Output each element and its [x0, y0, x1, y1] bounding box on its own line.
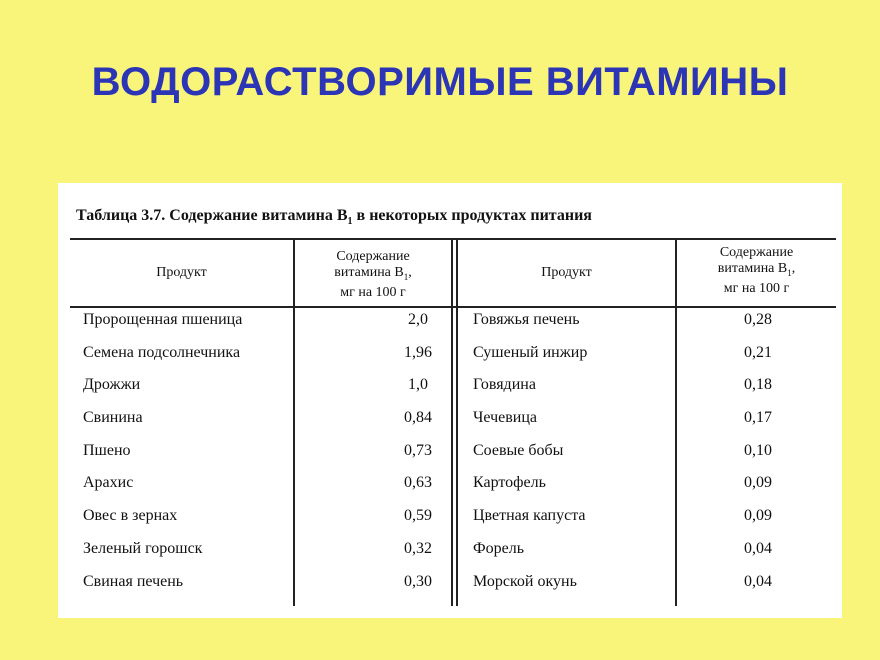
table-row — [58, 376, 842, 409]
table-row — [58, 573, 842, 606]
table-row — [58, 409, 842, 442]
product-cell: Свиная печень — [83, 572, 184, 590]
product-cell: Зеленый горошск — [83, 539, 203, 557]
value-cell: 0,84 — [404, 409, 432, 427]
table-row — [58, 507, 842, 540]
product-cell: Цветная капуста — [473, 507, 586, 525]
value-cell: 0,73 — [404, 441, 432, 459]
value-cell: 1,0 — [408, 376, 428, 394]
value-cell: 2,0 — [408, 311, 428, 328]
product-cell: Свинина — [83, 409, 143, 427]
caption-suffix: в некоторых продуктах питания — [352, 207, 592, 224]
value-cell: 0,04 — [744, 572, 772, 590]
value-cell: 0,21 — [744, 343, 772, 361]
value-cell: 0,32 — [404, 539, 432, 557]
value-cell: 0,30 — [404, 572, 432, 590]
product-cell: Пророщенная пшеница — [83, 311, 243, 328]
product-cell: Сушеный инжир — [473, 343, 588, 361]
slide-title: ВОДОРАСТВОРИМЫЕ ВИТАМИНЫ — [91, 60, 789, 104]
value-cell: 0,04 — [744, 539, 772, 557]
table-caption — [76, 207, 592, 227]
scanned-table-image — [58, 183, 842, 618]
header-product-left: Продукт — [156, 265, 207, 280]
header-content-right: Содержание витамина $B_1$, мг на 100 г — [717, 245, 796, 296]
product-cell: Форель — [473, 539, 525, 557]
header-product-right: Продукт — [541, 265, 592, 280]
value-cell: 0,28 — [744, 311, 772, 328]
table-body — [58, 311, 842, 605]
table-row — [58, 442, 842, 475]
table-row — [58, 540, 842, 573]
product-cell: Семена подсолнечника — [83, 343, 241, 361]
value-cell: 0,59 — [404, 507, 432, 525]
product-cell: Арахис — [83, 474, 134, 492]
header-content-left: Содержание витамина $B_1$, мг на 100 г — [334, 249, 412, 300]
product-cell: Соевые бобы — [473, 441, 564, 459]
header-bottom-rule — [70, 306, 836, 308]
value-cell: 0,09 — [744, 507, 772, 525]
product-cell: Говяжья печень — [473, 311, 580, 328]
product-cell: Овес в зернах — [83, 507, 178, 525]
table-row — [58, 311, 842, 344]
product-cell: Говядина — [473, 376, 536, 394]
product-cell: Картофель — [473, 474, 546, 492]
caption-subscript: 1 — [347, 216, 353, 228]
table-row — [58, 344, 842, 377]
product-cell: Пшено — [83, 441, 131, 459]
caption-prefix: Таблица 3.7. Содержание витамина B — [76, 207, 348, 224]
product-cell: Морской окунь — [473, 572, 577, 590]
table-top-rule — [70, 238, 836, 240]
value-cell: 1,96 — [404, 343, 432, 361]
value-cell: 0,17 — [744, 409, 772, 427]
value-cell: 0,09 — [744, 474, 772, 492]
value-cell: 0,18 — [744, 376, 772, 394]
value-cell: 0,63 — [404, 474, 432, 492]
product-cell: Дрожжи — [83, 376, 141, 394]
table-row — [58, 474, 842, 507]
value-cell: 0,10 — [744, 441, 772, 459]
product-cell: Чечевица — [473, 409, 538, 427]
